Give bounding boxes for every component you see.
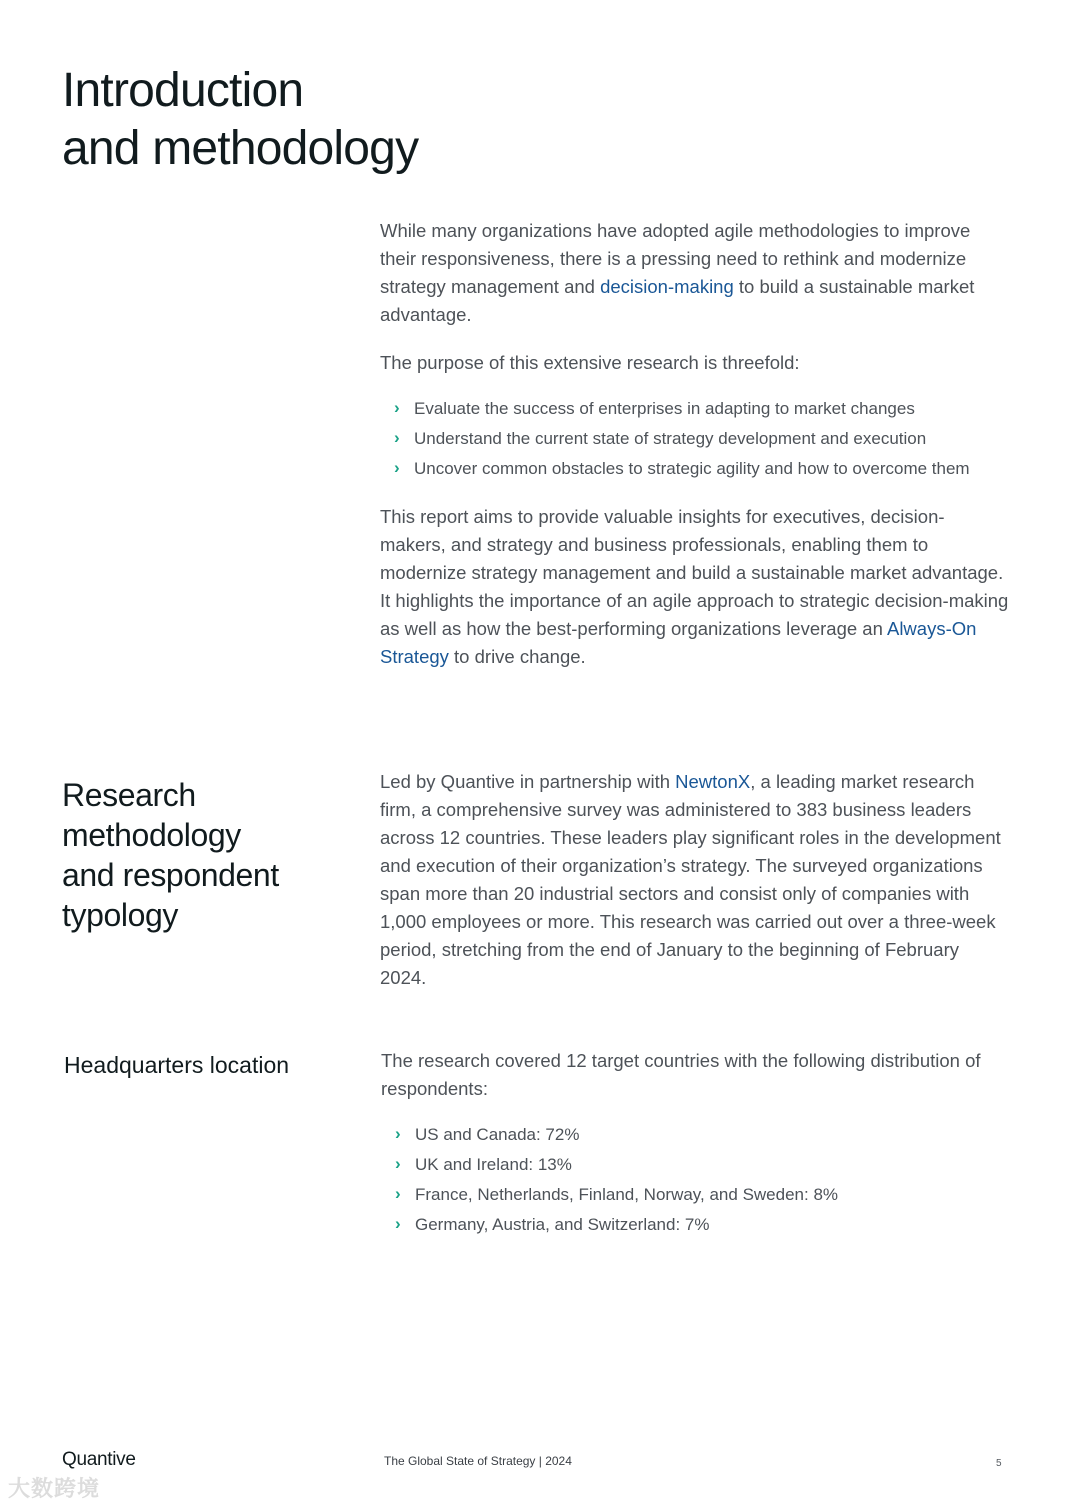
list-item bbox=[395, 1213, 1011, 1237]
list-item-text: Germany, Austria, and Switzerland: 7% bbox=[415, 1215, 710, 1234]
headquarters-location-heading: Headquarters location bbox=[64, 1052, 290, 1078]
page-title-line-1: Introduction bbox=[62, 64, 304, 117]
page-title bbox=[62, 62, 418, 178]
list-item bbox=[394, 457, 1010, 481]
list-item-text: France, Netherlands, Finland, Norway, and Sweden: 8% bbox=[415, 1185, 839, 1204]
headquarters-section bbox=[381, 1047, 1011, 1259]
list-item-text: UK and Ireland: 13% bbox=[415, 1155, 572, 1174]
intro-section bbox=[380, 217, 1010, 691]
chevron-right-icon: › bbox=[395, 1184, 401, 1203]
newtonx-link[interactable]: NewtonX bbox=[675, 771, 751, 792]
chevron-right-icon: › bbox=[394, 428, 400, 447]
research-paragraph-text-a: Led by Quantive in partnership with bbox=[380, 771, 676, 792]
list-item-text: Uncover common obstacles to strategic agility and how to overcome them bbox=[414, 459, 970, 478]
list-item-text: Evaluate the success of enterprises in adapting to market changes bbox=[414, 399, 915, 418]
intro-paragraph-3 bbox=[380, 503, 1010, 671]
research-heading-line-2: methodology bbox=[62, 817, 241, 853]
purpose-list bbox=[380, 397, 1010, 481]
list-item-text: US and Canada: 72% bbox=[415, 1125, 580, 1144]
headquarters-intro: The research covered 12 target countries with the following distribution of respondents: bbox=[381, 1050, 981, 1099]
intro-paragraph-1 bbox=[380, 217, 1010, 329]
list-item bbox=[395, 1153, 1011, 1177]
intro-paragraph-3-text-a: This report aims to provide valuable insights for executives, decision-makers, and strategy and business professionals, enabling them to modernize strategy management and build a sustainable market advantage. It highlights the importance of an agile approach to strategic decision-making as well as how the best-performing organizations leverage an bbox=[380, 506, 1009, 639]
research-paragraph-text-b: , a leading market research firm, a comprehensive survey was administered to 383 business leaders across 12 countries. These leaders play significant roles in the development and execution of their organization’s strategy. The surveyed organizations span more than 20 industrial sectors and consist only of companies with 1,000 employees or more. This research was carried out over a three-week period, stretching from the end of January to the beginning of February 2024. bbox=[380, 771, 1001, 988]
research-heading-line-4: typology bbox=[62, 897, 178, 933]
decision-making-link[interactable]: decision-making bbox=[600, 276, 734, 297]
watermark: 大数跨境 bbox=[8, 1476, 101, 1501]
chevron-right-icon: › bbox=[394, 458, 400, 477]
research-methodology-heading bbox=[62, 775, 342, 935]
intro-paragraph-1-text-a: While many organizations have adopted agile methodologies to improve their responsiveness, there is a pressing need to rethink and modernize strategy management and bbox=[380, 220, 971, 297]
footer-report-title: The Global State of Strategy | 2024 bbox=[384, 1454, 572, 1468]
list-item-text: Understand the current state of strategy development and execution bbox=[414, 429, 927, 448]
intro-paragraph-1-text-b: to build a sustainable market advantage. bbox=[380, 276, 975, 325]
list-item bbox=[395, 1183, 1011, 1207]
page-number: 5 bbox=[996, 1458, 1002, 1469]
always-on-strategy-link[interactable]: Always-On Strategy bbox=[380, 618, 977, 667]
chevron-right-icon: › bbox=[395, 1214, 401, 1233]
intro-paragraph-3-text-b: to drive change. bbox=[448, 646, 586, 667]
page-title-line-2: and methodology bbox=[62, 122, 419, 175]
list-item bbox=[394, 427, 1010, 451]
research-section bbox=[380, 768, 1010, 1012]
research-heading-line-3: and respondent bbox=[62, 857, 279, 893]
list-item bbox=[395, 1123, 1011, 1147]
distribution-list bbox=[381, 1123, 1011, 1237]
list-item bbox=[394, 397, 1010, 421]
research-heading-line-1: Research bbox=[62, 777, 196, 813]
quantive-logo: Quantive bbox=[62, 1449, 136, 1470]
chevron-right-icon: › bbox=[395, 1154, 401, 1173]
chevron-right-icon: › bbox=[395, 1124, 401, 1143]
research-paragraph bbox=[380, 768, 1010, 992]
chevron-right-icon: › bbox=[394, 398, 400, 417]
intro-paragraph-2: The purpose of this extensive research is threefold: bbox=[380, 352, 800, 373]
